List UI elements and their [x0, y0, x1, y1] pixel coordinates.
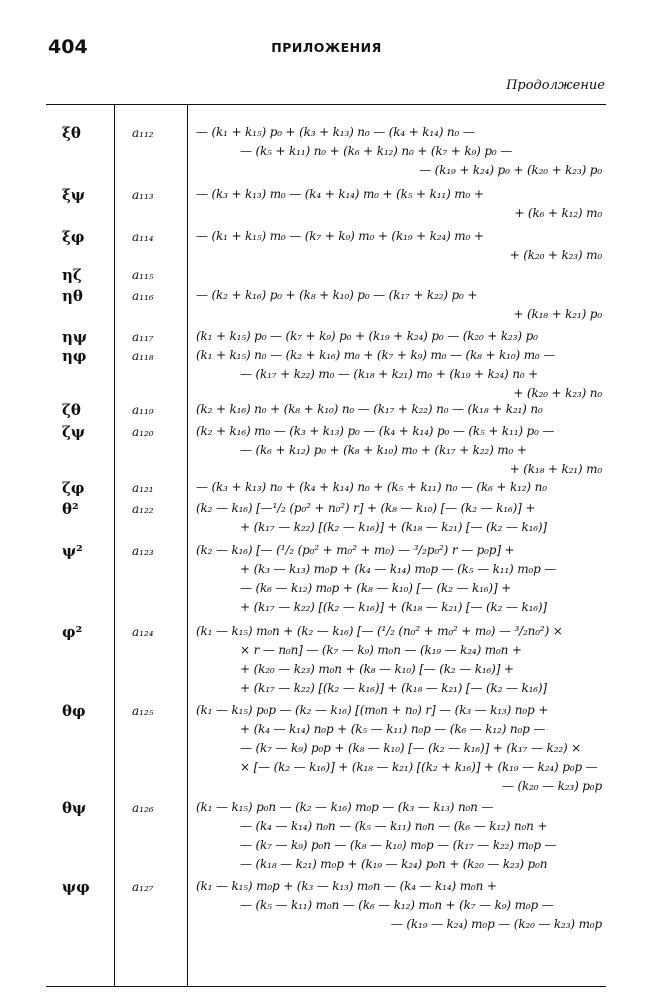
running-head: ПРИЛОЖЕНИЯ: [271, 40, 382, 55]
formula-line: (k₂ + k₁₆) m₀ — (k₃ + k₁₃) p₀ — (k₄ + k₁₄) p₀ — (k₅ + k₁₁) p₀ —: [196, 424, 555, 438]
row-symbol: ηφ: [62, 347, 87, 365]
row-symbol: φ²: [62, 623, 83, 641]
row-coefficient: a₁₁₂: [132, 126, 154, 140]
formula-line: × r — n₀n] — (k₇ — k₉) m₀n — (k₁₉ — k₂₄) m₀n +: [240, 643, 522, 657]
formula-line: — (k₇ — k₉) p₀n — (k₈ — k₁₀) m₀p — (k₁₇ — k₂₂) m₀p —: [240, 838, 557, 852]
formula-line: + (k₂₀ — k₂₃) m₀n + (k₈ — k₁₀) [— (k₂ — k₁₆)] +: [240, 662, 514, 676]
formula-line: + (k₁₇ — k₂₂) [(k₂ — k₁₆)] + (k₁₈ — k₂₁) [— (k₂ — k₁₆)]: [240, 600, 547, 614]
formula-line: (k₁ — k₁₅) p₀n — (k₂ — k₁₆) m₀p — (k₃ — k₁₃) n₀n —: [196, 800, 494, 814]
formula-line: + (k₁₇ — k₂₂) [(k₂ — k₁₆)] + (k₁₈ — k₂₁) [— (k₂ — k₁₆)]: [240, 520, 547, 534]
formula-line: (k₂ — k₁₆) [— (¹/₂ (p₀² + m₀² + m₀) — ³/₂p₀²) r — p₀p] +: [196, 543, 515, 557]
formula-line: — (k₃ + k₁₃) n₀ + (k₄ + k₁₄) n₀ + (k₅ + k₁₁) n₀ — (k₆ + k₁₂) n₀: [196, 480, 547, 494]
row-coefficient: a₁₁₉: [132, 403, 154, 417]
row-formula: [196, 701, 602, 796]
row-formula: [196, 286, 602, 324]
formula-line: + (k₄ — k₁₄) n₀p + (k₅ — k₁₁) n₀p — (k₆ — k₁₂) n₀p —: [240, 722, 546, 736]
formula-line: — (k₇ — k₉) p₀p + (k₈ — k₁₀) [— (k₂ — k₁₆)] + (k₁₇ — k₂₂) ×: [240, 741, 582, 755]
formula-line: — (k₆ — k₁₂) m₀p + (k₈ — k₁₀) [— (k₂ — k₁₆)] +: [240, 581, 512, 595]
formula-line: (k₂ — k₁₆) [—¹/₂ (p₀² + n₀²) r] + (k₈ — k₁₀) [— (k₂ — k₁₆)] +: [196, 501, 536, 515]
formula-line: — (k₁ + k₁₅) p₀ + (k₃ + k₁₃) n₀ — (k₄ + k₁₄) n₀ —: [196, 125, 475, 139]
row-coefficient: a₁₂₄: [132, 625, 154, 639]
row-coefficient: a₁₂₀: [132, 425, 154, 439]
row-formula: [196, 400, 602, 419]
row-coefficient: a₁₁₈: [132, 349, 154, 363]
row-symbol: ζφ: [62, 479, 85, 497]
formula-line: — (k₁₉ + k₂₄) p₀ + (k₂₀ + k₂₃) p₀: [419, 163, 602, 177]
page-number: 404: [48, 36, 88, 58]
formula-line: — (k₂₀ — k₂₃) p₀p: [501, 779, 602, 793]
row-formula: [196, 422, 602, 479]
row-coefficient: a₁₂₇: [132, 880, 154, 894]
formula-line: + (k₃ — k₁₃) m₀p + (k₄ — k₁₄) m₀p — (k₅ — k₁₁) m₀p —: [240, 562, 557, 576]
row-symbol: ξψ: [62, 186, 86, 204]
formula-line: × [— (k₂ — k₁₆)] + (k₁₈ — k₂₁) [(k₂ + k₁₆)] + (k₁₉ — k₂₄) p₀p —: [240, 760, 598, 774]
formula-line: — (k₁₇ + k₂₂) m₀ — (k₁₈ + k₂₁) m₀ + (k₁₉ + k₂₄) n₀ +: [240, 367, 539, 381]
row-formula: [196, 346, 602, 403]
formula-line: + (k₁₈ + k₂₁) m₀: [509, 462, 602, 476]
formula-line: — (k₂ + k₁₆) p₀ + (k₈ + k₁₀) p₀ — (k₁₇ + k₂₂) p₀ +: [196, 288, 478, 302]
formula-line: (k₁ + k₁₅) p₀ — (k₇ + k₉) p₀ + (k₁₉ + k₂₄) p₀ — (k₂₀ + k₂₃) p₀: [196, 329, 538, 343]
formula-line: (k₂ + k₁₆) n₀ + (k₈ + k₁₀) n₀ — (k₁₇ + k₂₂) n₀ — (k₁₈ + k₂₁) n₀: [196, 402, 543, 416]
formula-line: + (k₁₇ — k₂₂) [(k₂ — k₁₆)] + (k₁₈ — k₂₁) [— (k₂ — k₁₆)]: [240, 681, 547, 695]
row-coefficient: a₁₂₃: [132, 544, 154, 558]
row-coefficient: a₁₂₅: [132, 704, 154, 718]
row-coefficient: a₁₂₆: [132, 801, 154, 815]
row-coefficient: a₁₂₂: [132, 502, 154, 516]
formula-line: (k₁ — k₁₅) p₀p — (k₂ — k₁₆) [(m₀n + n₀) r] — (k₃ — k₁₃) n₀p +: [196, 703, 549, 717]
formula-line: — (k₁ + k₁₅) m₀ — (k₇ + k₉) m₀ + (k₁₉ + k₂₄) m₀ +: [196, 229, 484, 243]
row-formula: [196, 185, 602, 223]
formula-line: — (k₁₉ — k₂₄) m₀p — (k₂₀ — k₂₃) m₀p: [390, 917, 602, 931]
row-formula: [196, 327, 602, 346]
formula-line: + (k₁₈ + k₂₁) p₀: [513, 307, 602, 321]
row-coefficient: a₁₁₅: [132, 268, 154, 282]
formula-line: + (k₆ + k₁₂) m₀: [514, 206, 602, 220]
row-formula: [196, 622, 602, 698]
row-coefficient: a₁₁₆: [132, 289, 154, 303]
row-symbol: ψ²: [62, 542, 83, 560]
row-symbol: ζθ: [62, 401, 81, 419]
row-formula: [196, 541, 602, 617]
formula-line: — (k₁₈ — k₂₁) m₀p + (k₁₉ — k₂₄) p₀n + (k₂₀ — k₂₃) p₀n: [240, 857, 548, 871]
row-coefficient: a₁₁₇: [132, 330, 154, 344]
row-symbol: θψ: [62, 799, 87, 817]
row-symbol: ξθ: [62, 124, 81, 142]
row-formula: [196, 499, 602, 537]
row-symbol: ψφ: [62, 878, 90, 896]
row-formula: [196, 227, 602, 265]
row-coefficient: a₁₁₃: [132, 188, 154, 202]
formula-line: + (k₂₀ + k₂₃) m₀: [509, 248, 602, 262]
row-coefficient: a₁₂₁: [132, 481, 154, 495]
formula-line: — (k₅ — k₁₁) m₀n — (k₆ — k₁₂) m₀n + (k₇ — k₉) m₀p —: [240, 898, 554, 912]
formula-line: — (k₅ + k₁₁) n₀ + (k₆ + k₁₂) n₀ + (k₇ + k₉) p₀ —: [240, 144, 513, 158]
row-formula: [196, 877, 602, 934]
row-symbol: ηθ: [62, 287, 83, 305]
formula-line: — (k₃ + k₁₃) m₀ — (k₄ + k₁₄) m₀ + (k₅ + k₁₁) m₀ +: [196, 187, 484, 201]
row-coefficient: a₁₁₄: [132, 230, 154, 244]
formula-line: (k₁ — k₁₅) m₀p + (k₃ — k₁₃) m₀n — (k₄ — k₁₄) m₀n +: [196, 879, 497, 893]
row-symbol: ζψ: [62, 423, 86, 441]
formula-line: (k₁ — k₁₅) m₀n + (k₂ — k₁₆) [— (¹/₂ (n₀² + m₀² + m₀) — ³/₂n₀²) ×: [196, 624, 563, 638]
row-symbol: ηψ: [62, 328, 88, 346]
formula-line: — (k₄ — k₁₄) n₀n — (k₅ — k₁₁) n₀n — (k₆ — k₁₂) n₀n +: [240, 819, 548, 833]
row-formula: [196, 478, 602, 497]
row-formula: [196, 123, 602, 180]
formula-line: — (k₆ + k₁₂) p₀ + (k₈ + k₁₀) m₀ + (k₁₇ + k₂₂) m₀ +: [240, 443, 527, 457]
row-symbol: ξφ: [62, 228, 85, 246]
row-symbol: θ²: [62, 500, 79, 518]
row-symbol: θφ: [62, 702, 86, 720]
row-symbol: ηζ: [62, 266, 82, 284]
formula-line: + (k₂₀ + k₂₃) n₀: [513, 386, 602, 400]
continuation-label: Продолжение: [506, 78, 605, 93]
formula-line: (k₁ + k₁₅) n₀ — (k₂ + k₁₆) m₀ + (k₇ + k₉) m₀ — (k₈ + k₁₀) m₀ —: [196, 348, 556, 362]
row-formula: [196, 798, 602, 874]
